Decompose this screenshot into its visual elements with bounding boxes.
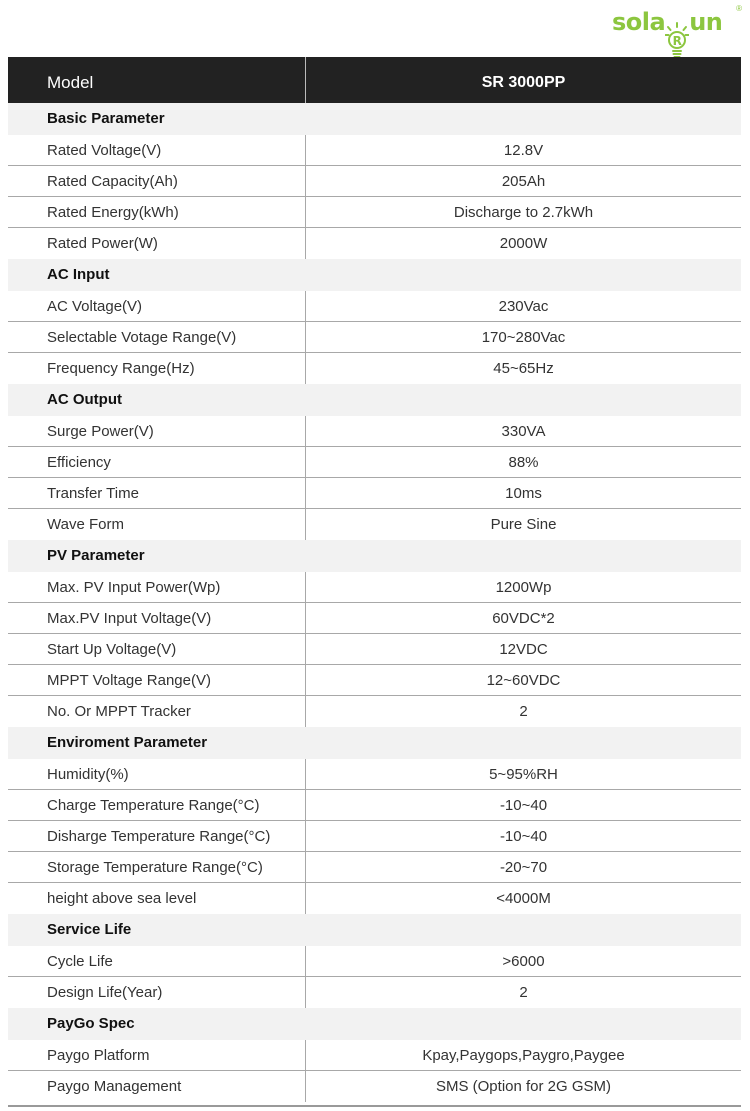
row-label: MPPT Voltage Range(V)	[8, 665, 306, 695]
row-value: 205Ah	[501, 173, 546, 190]
table-row	[8, 603, 741, 634]
row-value: Kpay,Paygops,Paygro,Paygee	[422, 1047, 625, 1064]
row-label: Rated Power(W)	[8, 228, 306, 259]
brand-logo	[612, 2, 742, 50]
row-label: AC Voltage(V)	[8, 291, 306, 321]
row-label: No. Or MPPT Tracker	[8, 696, 306, 727]
row-value: 10ms	[505, 485, 542, 502]
row-label: Cycle Life	[8, 946, 306, 976]
row-value: Pure Sine	[490, 516, 557, 533]
svg-text:R: R	[672, 34, 682, 48]
table-row	[8, 509, 741, 540]
row-value: <4000M	[496, 890, 551, 907]
row-value: 45~65Hz	[493, 360, 554, 377]
logo-text-right: un	[689, 8, 723, 36]
table-row	[8, 228, 741, 259]
row-value: -20~70	[499, 859, 548, 876]
row-label: Max.PV Input Voltage(V)	[8, 603, 306, 633]
row-value: >6000	[502, 953, 545, 970]
table-row	[8, 478, 741, 509]
row-label: height above sea level	[8, 883, 306, 914]
row-value: 60VDC*2	[492, 610, 555, 627]
row-label: Paygo Platform	[8, 1040, 306, 1070]
row-value: 12.8V	[503, 142, 544, 159]
row-value: 1200Wp	[495, 579, 552, 596]
table-row	[8, 790, 741, 821]
table-bottom-border	[8, 1105, 741, 1107]
row-value: 88%	[508, 454, 539, 471]
row-value: 2	[519, 703, 528, 720]
table-row	[8, 759, 741, 790]
table-row	[8, 946, 741, 977]
row-value: 330VA	[501, 423, 546, 440]
table-row	[8, 977, 741, 1008]
table-row	[8, 353, 741, 384]
row-value: -10~40	[499, 797, 548, 814]
row-label: Paygo Management	[8, 1071, 306, 1102]
table-row	[8, 665, 741, 696]
row-label: Storage Temperature Range(°C)	[8, 852, 306, 882]
row-label: Rated Energy(kWh)	[8, 197, 306, 227]
table-body	[8, 103, 741, 1102]
section-header: PV Parameter	[8, 540, 741, 572]
table-row	[8, 883, 741, 914]
row-label: Rated Capacity(Ah)	[8, 166, 306, 196]
row-label: Start Up Voltage(V)	[8, 634, 306, 664]
row-label: Wave Form	[8, 509, 306, 540]
row-label: Rated Voltage(V)	[8, 135, 306, 165]
section-header: AC Input	[8, 259, 741, 291]
table-row	[8, 135, 741, 166]
row-value: -10~40	[499, 828, 548, 845]
row-label: Charge Temperature Range(°C)	[8, 790, 306, 820]
row-value: SMS (Option for 2G GSM)	[435, 1078, 612, 1095]
header-label: Model	[8, 57, 306, 103]
header-model-value: SR 3000PP	[481, 74, 566, 91]
table-row	[8, 821, 741, 852]
table-row	[8, 291, 741, 322]
table-row	[8, 634, 741, 665]
table-row	[8, 166, 741, 197]
row-label: Selectable Votage Range(V)	[8, 322, 306, 352]
section-header: Basic Parameter	[8, 103, 741, 135]
table-row	[8, 322, 741, 353]
row-label: Max. PV Input Power(Wp)	[8, 572, 306, 602]
table-row	[8, 852, 741, 883]
section-header: Enviroment Parameter	[8, 727, 741, 759]
registered-mark: ®	[736, 4, 742, 13]
table-row	[8, 197, 741, 228]
row-label: Transfer Time	[8, 478, 306, 508]
table-row	[8, 572, 741, 603]
row-value: 170~280Vac	[481, 329, 566, 346]
row-value: 2000W	[499, 235, 548, 252]
section-header: Service Life	[8, 914, 741, 946]
row-label: Design Life(Year)	[8, 977, 306, 1008]
table-row	[8, 416, 741, 447]
table-row	[8, 447, 741, 478]
row-value: 12~60VDC	[486, 672, 561, 689]
table-row	[8, 1071, 741, 1102]
logo-text-left: sola	[612, 8, 666, 36]
table-row	[8, 696, 741, 727]
row-label: Humidity(%)	[8, 759, 306, 789]
row-value: 5~95%RH	[489, 766, 558, 783]
row-value: 12VDC	[499, 641, 548, 658]
row-label: Surge Power(V)	[8, 416, 306, 446]
row-value: 230Vac	[498, 298, 549, 315]
row-label: Frequency Range(Hz)	[8, 353, 306, 384]
lightbulb-icon-svg	[665, 22, 689, 62]
row-value: Discharge to 2.7kWh	[453, 204, 594, 221]
spec-table	[8, 57, 741, 1102]
section-header: PayGo Spec	[8, 1008, 741, 1040]
section-header: AC Output	[8, 384, 741, 416]
table-header	[8, 57, 741, 103]
brand-logo-text	[612, 8, 723, 48]
row-value: 2	[519, 984, 528, 1001]
table-row	[8, 1040, 741, 1071]
row-label: Efficiency	[8, 447, 306, 477]
row-label: Disharge Temperature Range(°C)	[8, 821, 306, 851]
